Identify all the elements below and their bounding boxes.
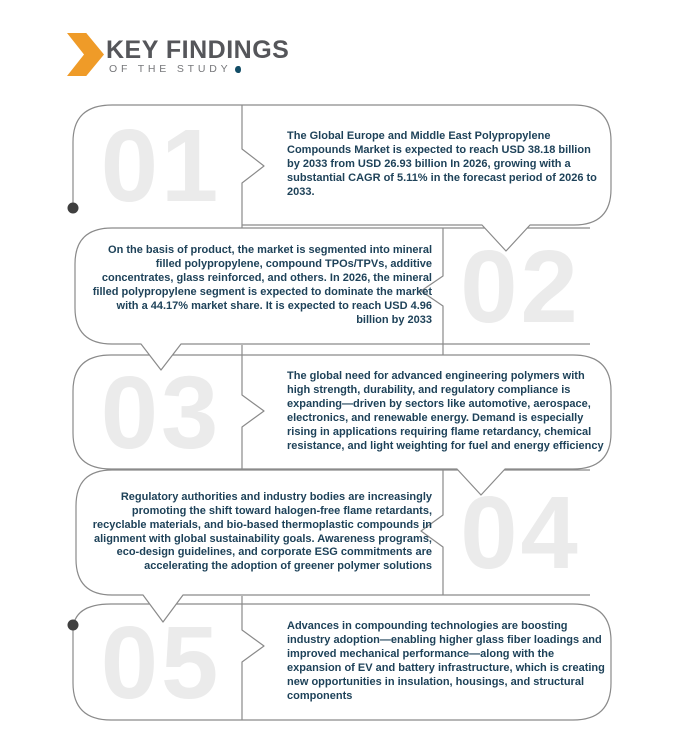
- finding-text: Regulatory authorities and industry bodies are increasingly promoting the shift toward halogen-free flame retardants, recyclable materials, and bio-based thermoplastic compounds in alignment with global sustainability goals. Awareness programs, eco-design guidelines, and corporate ESG commitments are accelerating the adoption of greener polymer solutions: [92, 490, 432, 573]
- finding-number: 02: [460, 228, 581, 344]
- chevron-right-icon: [67, 33, 104, 76]
- page-subtitle: OF THE STUDY: [109, 63, 232, 75]
- connector-dot-top: [68, 203, 79, 214]
- finding-number: 01: [100, 107, 222, 223]
- quote-mark-icon: [235, 66, 241, 73]
- finding-text: On the basis of product, the market is segmented into mineral filled polypropylene, compound TPOs/TPVs, additive concentrates, glass reinforced, and others. In 2026, the mineral filled polypropylene segment is expected to dominate the market with a 44.17% market share. It is expected to reach USD 4.96 billion by 2033: [92, 244, 432, 326]
- connector-dot-bottom: [68, 620, 79, 631]
- finding-number: 03: [100, 354, 222, 470]
- finding-number: 04: [460, 475, 581, 590]
- finding-text: The global need for advanced engineering polymers with high strength, durability, and regulatory compliance is expanding—driven by sectors like automotive, aerospace, electronics, and renewable energy. Demand is especially rising in applications requiring flame retardancy, chemical resistance, and light weighting for fuel and energy efficiency: [287, 370, 604, 452]
- finding-text: The Global Europe and Middle East Polypropylene Compounds Market is expected to reach USD 38.18 billion by 2033 from USD 26.93 billion In 2026, growing with a substantial CAGR of 5.11% in the forecast period of 2026 to 2033.: [287, 130, 597, 198]
- finding-number: 05: [100, 604, 222, 720]
- page-subtitle-row: [109, 63, 241, 75]
- page-title: KEY FINDINGS: [106, 36, 290, 64]
- header: [0, 0, 691, 95]
- finding-text: Advances in compounding technologies are boosting industry adoption—enabling higher glass fiber loadings and improved mechanical performance—along with the expansion of EV and battery infrastructure, which is creating new opportunities in insulation, housings, and structural components: [287, 620, 605, 702]
